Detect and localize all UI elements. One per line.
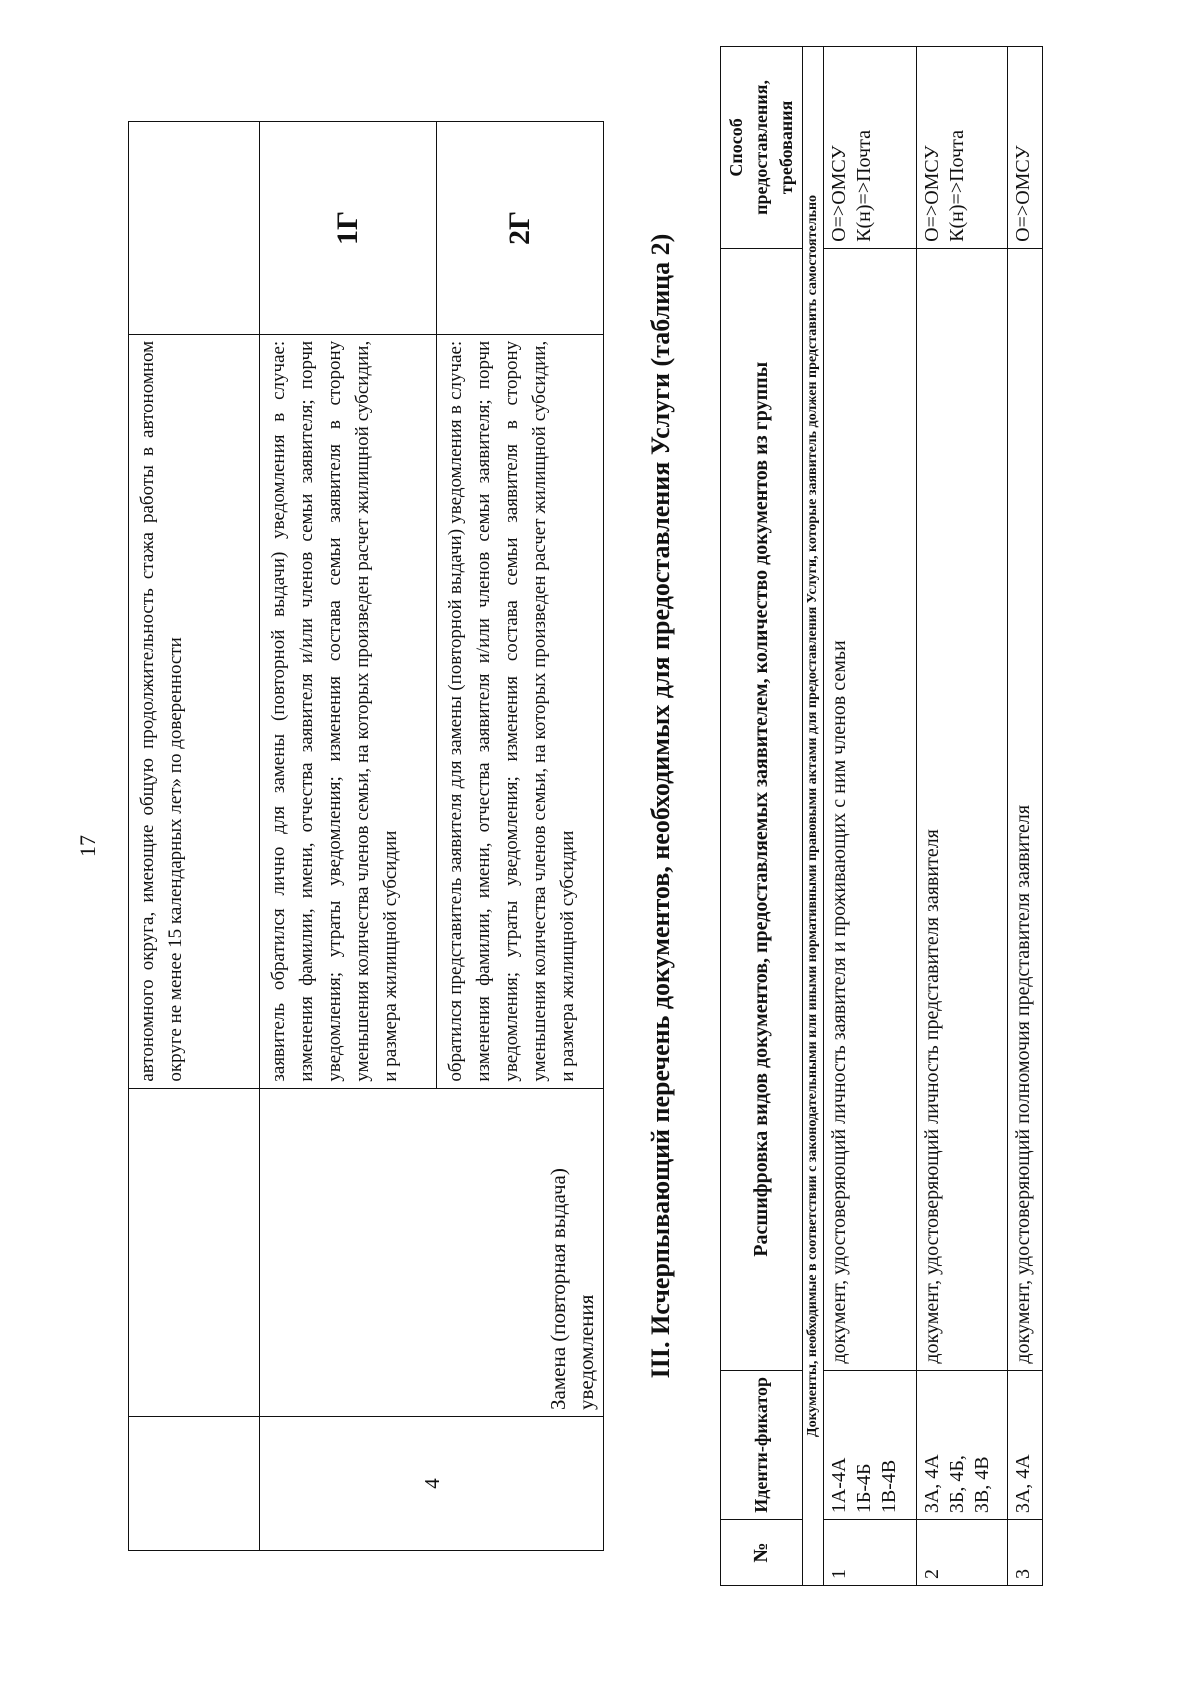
submission-method-cell xyxy=(824,47,917,249)
service-name-cell xyxy=(129,1088,260,1416)
code-cell xyxy=(129,122,260,335)
identifier-line: 3А, 4А xyxy=(921,1454,943,1514)
identifier-line: 3В, 4В xyxy=(971,1456,993,1514)
description-text: автономного округа, имеющие общую продолжительность стажа работы в автономном округе не менее 15 календарных лет» по доверенности xyxy=(137,340,186,1082)
table-row xyxy=(129,122,260,1551)
table-header-row xyxy=(721,47,803,1586)
group-row-text: Документы, необходимые в соответствии с законодательными или иными нормативными правовыми актами для предоставления Услуги, которые заявитель должен представить самостоятельно xyxy=(803,47,824,1586)
description-text: обратился представитель заявителя для замены (повторной выдачи) уведомления в случае: изменения фамилии, имени, отчества заявителя и/или членов семьи заявителя; порчи уведомления; утраты уведомления; изменения состава семьи заявителя в сторону уменьшения количества членов семьи, на которых произведен расчет жилищной субсидии, и размера жилищной субсидии xyxy=(445,340,578,1082)
code-cell: 1Г xyxy=(260,122,437,335)
service-name-cell: Замена (повторная выдача) уведомления xyxy=(260,1088,604,1416)
table-row xyxy=(824,47,917,1586)
header-identifier: Иденти-фикатор xyxy=(721,1370,803,1520)
identifier-line: 1В-4В xyxy=(878,1459,900,1514)
description-cell xyxy=(260,334,437,1088)
header-description: Расшифровка видов документов, предоставляемых заявителем, количество документов из группы xyxy=(721,248,803,1370)
identifier-cell xyxy=(824,1370,917,1520)
table-row xyxy=(917,47,1008,1586)
description-cell xyxy=(129,334,260,1088)
description-cell: документ, удостоверяющий личность заявителя и проживающих с ним членов семьи xyxy=(824,248,917,1370)
services-table-continuation xyxy=(128,121,604,1551)
header-submission-method: Способ предоставления, требования xyxy=(721,47,803,249)
row-number: 3 xyxy=(1008,1520,1043,1586)
identifier-line: 1А-4А xyxy=(828,1457,850,1514)
code-cell: 2Г xyxy=(437,122,604,335)
description-cell: документ, удостоверяющий полномочия представителя заявителя xyxy=(1008,248,1043,1370)
table-row xyxy=(260,122,437,1551)
page-number: 17 xyxy=(75,835,100,857)
row-number-cell xyxy=(129,1416,260,1550)
identifier-line: 3А, 4А xyxy=(1012,1454,1034,1514)
row-number-cell: 4 xyxy=(260,1416,604,1550)
documents-table xyxy=(720,46,1043,1586)
description-cell xyxy=(437,334,604,1088)
method-line: К(н)=>Почта xyxy=(946,130,968,242)
row-number: 2 xyxy=(917,1520,1008,1586)
header-number: № xyxy=(721,1520,803,1586)
group-row xyxy=(803,47,824,1586)
table-row xyxy=(1008,47,1043,1586)
method-line: О=>ОМСУ xyxy=(921,145,943,242)
identifier-cell xyxy=(917,1370,1008,1520)
identifier-line: 3Б, 4Б, xyxy=(946,1455,968,1514)
description-cell: документ, удостоверяющий личность представителя заявителя xyxy=(917,248,1008,1370)
row-number: 1 xyxy=(824,1520,917,1586)
method-line: О=>ОМСУ xyxy=(1012,145,1034,242)
section-heading: III. Исчерпывающий перечень документов, необходимых для предоставления Услуги (таблица 2) xyxy=(646,233,675,1379)
description-text: заявитель обратился лично для замены (повторной выдачи) уведомления в случае: изменения фамилии, имени, отчества заявителя и/или членов семьи заявителя; порчи уведомления; утраты уведомления; изменения состава семьи заявителя в сторону уменьшения количества членов семьи, на которых произведен расчет жилищной субсидии, и размера жилищной субсидии xyxy=(268,340,401,1082)
method-line: К(н)=>Почта xyxy=(853,130,875,242)
method-line: О=>ОМСУ xyxy=(828,145,850,242)
submission-method-cell xyxy=(1008,47,1043,249)
submission-method-cell xyxy=(917,47,1008,249)
identifier-cell xyxy=(1008,1370,1043,1520)
identifier-line: 1Б-4Б xyxy=(853,1463,875,1514)
